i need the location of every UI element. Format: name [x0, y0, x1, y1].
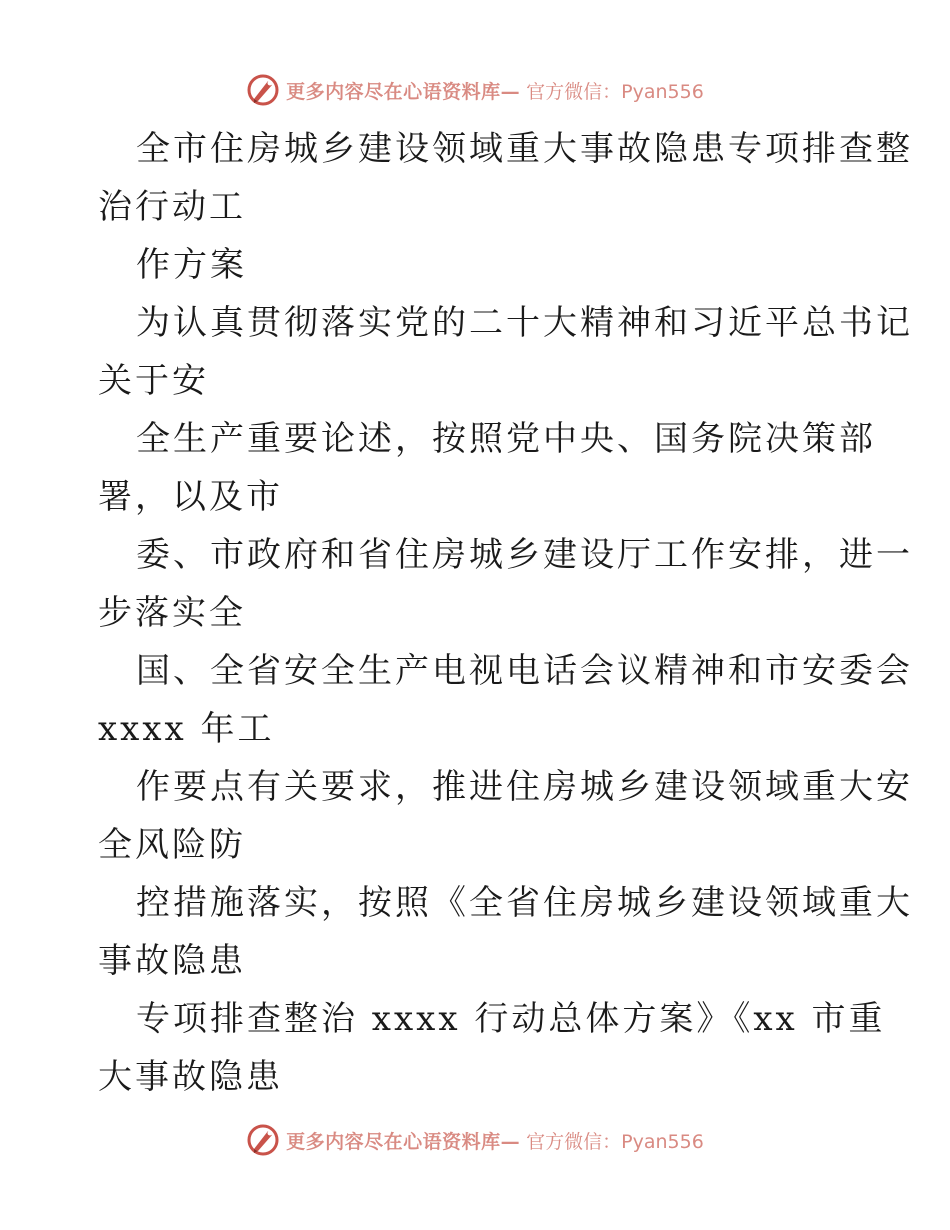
- doc-line: 署，以及市: [98, 477, 283, 517]
- doc-line: 专项排查整治 xxxx 行动总体方案》《xx 市重: [136, 999, 886, 1039]
- quill-pen-logo-icon: [246, 1123, 280, 1157]
- doc-line: 全风险防: [98, 825, 246, 865]
- doc-line: 委、市政府和省住房城乡建设厅工作安排，进一: [136, 535, 913, 575]
- doc-line: 作要点有关要求，推进住房城乡建设领域重大安: [136, 767, 913, 807]
- doc-line: 全市住房城乡建设领域重大事故隐患专项排查整: [136, 129, 913, 169]
- doc-line: xxxx 年工: [98, 709, 275, 749]
- watermark-text: 更多内容尽在心语资料库—: [286, 1130, 521, 1153]
- doc-line: 大事故隐患: [98, 1057, 283, 1097]
- watermark-text: 更多内容尽在心语资料库—: [286, 80, 521, 103]
- footer-watermark: [0, 1120, 950, 1160]
- doc-line: 全生产重要论述，按照党中央、国务院决策部: [136, 419, 876, 459]
- doc-line: 控措施落实，按照《全省住房城乡建设领域重大: [136, 883, 913, 923]
- doc-line: 治行动工: [98, 187, 246, 227]
- doc-line: 国、全省安全生产电视电话会议精神和市安委会: [136, 651, 913, 691]
- watermark-contact: 官方微信：Pyan556: [526, 80, 704, 103]
- quill-pen-logo-icon: [246, 73, 280, 107]
- watermark-contact: 官方微信：Pyan556: [526, 1130, 704, 1153]
- doc-line: 事故隐患: [98, 941, 246, 981]
- document-body: [98, 120, 913, 1106]
- doc-line: 步落实全: [98, 593, 246, 633]
- doc-line: 为认真贯彻落实党的二十大精神和习近平总书记: [136, 303, 913, 343]
- header-watermark: [0, 70, 950, 110]
- doc-line: 关于安: [98, 361, 209, 401]
- doc-line: 作方案: [136, 245, 247, 285]
